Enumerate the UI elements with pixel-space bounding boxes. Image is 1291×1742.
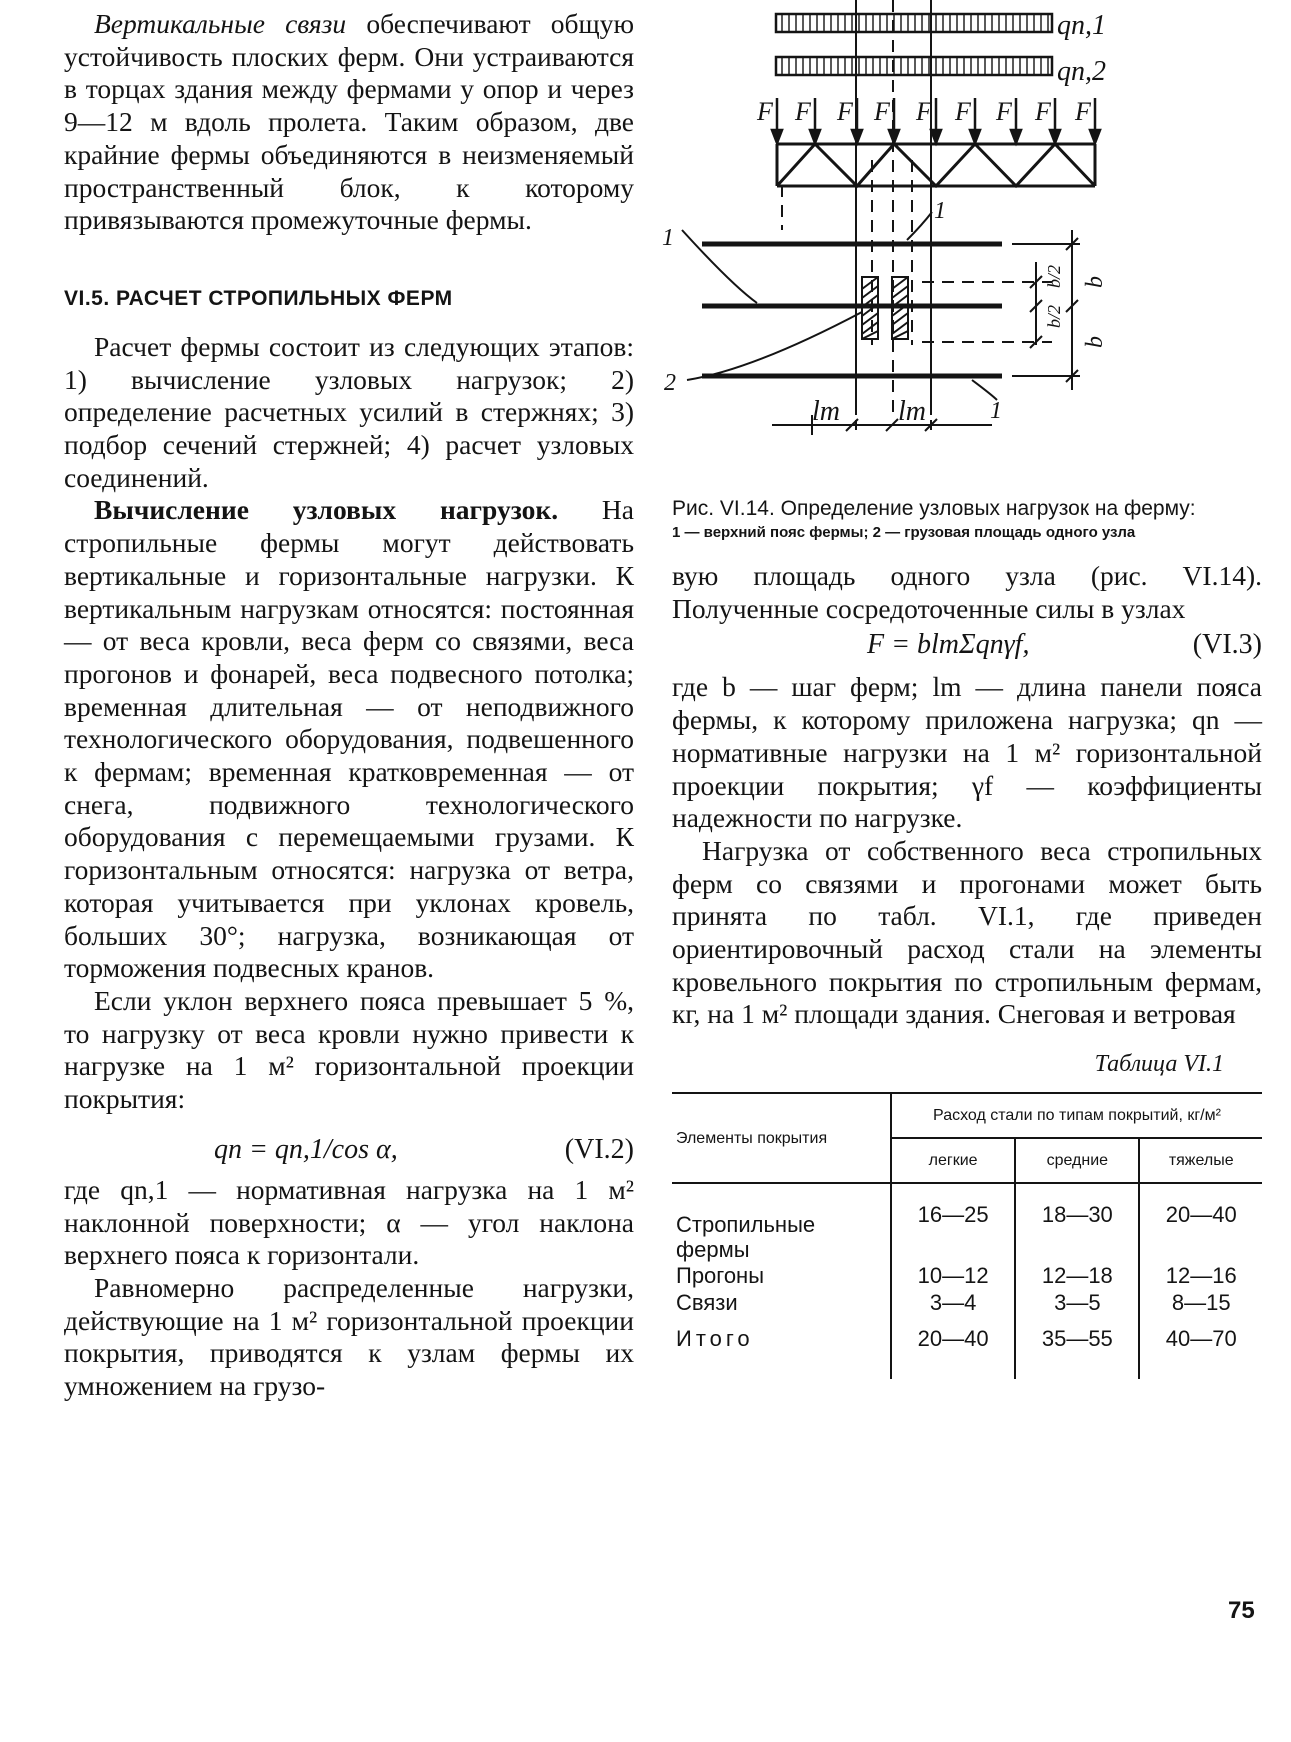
table-cell: 8—15 [1171,1290,1231,1316]
term-vertical-bracing: Вертикальные связи [94,8,347,39]
paragraph-slope: Если уклон верхнего пояса превышает 5 %, то нагрузку от веса кровли нужно привести к нагрузке на 1 м² горизонтальной проекции покрытия: [64,984,634,1115]
table-row-total [672,1316,1262,1379]
truss-diagram [662,0,1232,490]
table-cell: 3—4 [891,1289,1015,1316]
table-subheader-light: легкие [891,1138,1015,1183]
table-cell: 10—12 [891,1262,1015,1289]
label-lm-right: lm [898,396,926,427]
label-force: F [757,97,773,126]
paragraph-self-weight: Нагрузка от собственного веса стропильных ферм со связями и прогонами может быть принята по табл. VI.1, где приведен ориентировочный расход стали на элементы кровельного покрытия по стропильным фермам, кг, на 1 м² площади здания. Снеговая и ветровая [672,834,1262,1030]
section-heading: VI.5. РАСЧЕТ СТРОПИЛЬНЫХ ФЕРМ [64,286,453,310]
table-cell: 18—30 [1015,1183,1139,1262]
label-one-top: 1 [934,198,946,224]
label-one-left: 1 [662,225,674,251]
paragraph-where-b: где b — шаг ферм; lm — длина панели пояса фермы, к которому приложена нагрузка; qn — нормативные нагрузки на 1 м² горизонтальной проекции покрытия; γf — коэффициенты надежности по нагрузке. [672,671,1262,834]
table-cell: 16—25 [891,1183,1015,1262]
label-force: F [795,97,811,126]
table-header-consumption: Расход стали по типам покрытий, кг/м² [891,1093,1262,1138]
label-force: F [1035,97,1051,126]
figure-legend: 1 — верхний пояс фермы; 2 — грузовая площадь одного узла [672,524,1136,541]
label-force: F [916,97,932,126]
force-arrow-head [931,130,941,143]
left-column [64,0,634,1403]
table-row [672,1262,1262,1289]
force-arrow-head [1090,130,1100,143]
table-cell: 3—5 [1015,1289,1139,1316]
label-force: F [955,97,971,126]
dashed-guides [782,0,1052,415]
label-force: F [874,97,890,126]
table-cell-name: Прогоны [672,1262,891,1289]
subheading-node-loads: Вычисление узловых нагрузок. [94,494,559,526]
paragraph-vertical-bracing [64,8,634,237]
top-chords [702,244,1002,376]
truss [777,144,1095,186]
table-cell: 12—18 [1015,1262,1139,1289]
label-lm-left: lm [812,396,840,427]
table-row [672,1183,1262,1262]
table-cell-name: Итого [672,1316,891,1379]
right-column [662,0,1262,1379]
force-arrow-head [1050,130,1060,143]
label-b2-bottom: b/2 [1044,304,1064,328]
force-arrow-head [970,130,980,143]
label-qn1: qn,1 [1057,10,1106,41]
figure-node-loads [662,0,1232,490]
label-two: 2 [664,370,676,396]
label-force: F [1075,97,1091,126]
label-force: F [996,97,1012,126]
formula-vi3 [672,625,1262,665]
force-arrow-head [772,130,782,143]
label-b-top: b [1082,276,1108,288]
force-arrow-head [1011,130,1021,143]
steel-consumption-table [672,1092,1262,1379]
page-number: 75 [1228,1597,1255,1624]
label-force: F [837,97,853,126]
table-cell-name: Стропильные фермы [672,1183,891,1262]
label-qn2: qn,2 [1057,56,1106,87]
table-cell: 20—40 [891,1316,1015,1379]
label-one-bottom: 1 [990,398,1002,424]
label-b-bottom: b [1082,336,1108,348]
figure-caption: Рис. VI.14. Определение узловых нагрузок на ферму: [672,497,1196,520]
formula-expression: qn = qn,1/cos α, [214,1133,398,1165]
paragraph-node-area: вую площадь одного узла (рис. VI.14). Полученные сосредоточенные силы в узлах [672,560,1262,624]
table-subheader-heavy: тяжелые [1168,1152,1234,1170]
table-header-elements: Элементы покрытия [672,1093,891,1183]
paragraph-stages: Расчет фермы состоит из следующих этапов: 1) вычисление узловых нагрузок; 2) определение расчетных усилий в стержнях; 3) подбор сечений стержней; 4) расчет узловых соединений. [64,330,634,493]
force-arrow-head [810,130,820,143]
paragraph-text: На стропильные фермы могут действовать вертикальные и горизонтальные нагрузки. К вертикальным нагрузкам относятся: постоянная — от веса кровли, веса ферм со связями, веса прогонов и фонарей, веса подвесного потолка; временная длительная — от неподвижного технологического оборудования, подвешенного к фермам; временная кратковременная — от снега, подвижного технологического оборудования с перемещаемыми грузами. К горизонтальным относятся: нагрузка от ветра, которая учитывается при уклонах кровель, больших 30°; нагрузка, возникающая от торможения подвесных кранов. [64,494,634,984]
table-title: Таблица VI.1 [1094,1051,1224,1078]
paragraph-text: обеспечивают общую устойчивость плоских ферм. Они устраиваются в торцах здания между фермами у опор и через 9—12 м вдоль пролета. Таким образом, две крайние фермы объединяются в неизменяемый пространственный блок, к которому привязываются промежуточные фермы. [64,8,635,236]
table-row [672,1289,1262,1316]
formula-expression: F = blmΣqnγf, [867,629,1030,661]
table-cell: 35—55 [1015,1316,1139,1379]
paragraph-where-qn1: где qn,1 — нормативная нагрузка на 1 м² наклонной поверхности; α — угол наклона верхнего пояса к горизонтали. [64,1173,634,1271]
table-cell-name: Связи [672,1289,891,1316]
paragraph-distributed-loads: Равномерно распределенные нагрузки, действующие на 1 м² горизонтальной проекции покрытия, приводятся к узлам фермы их умножением на грузо- [64,1271,634,1402]
table-subheader-medium: средние [1015,1138,1139,1183]
table-cell: 20—40 [1165,1202,1237,1228]
table-cell: 40—70 [1165,1326,1237,1352]
formula-vi2 [64,1130,634,1170]
paragraph-node-loads [64,494,634,985]
label-b2-top: b/2 [1044,264,1064,288]
formula-number: (VI.2) [564,1133,634,1165]
table-cell: 12—16 [1165,1263,1237,1289]
formula-number: (VI.3) [1192,629,1262,661]
